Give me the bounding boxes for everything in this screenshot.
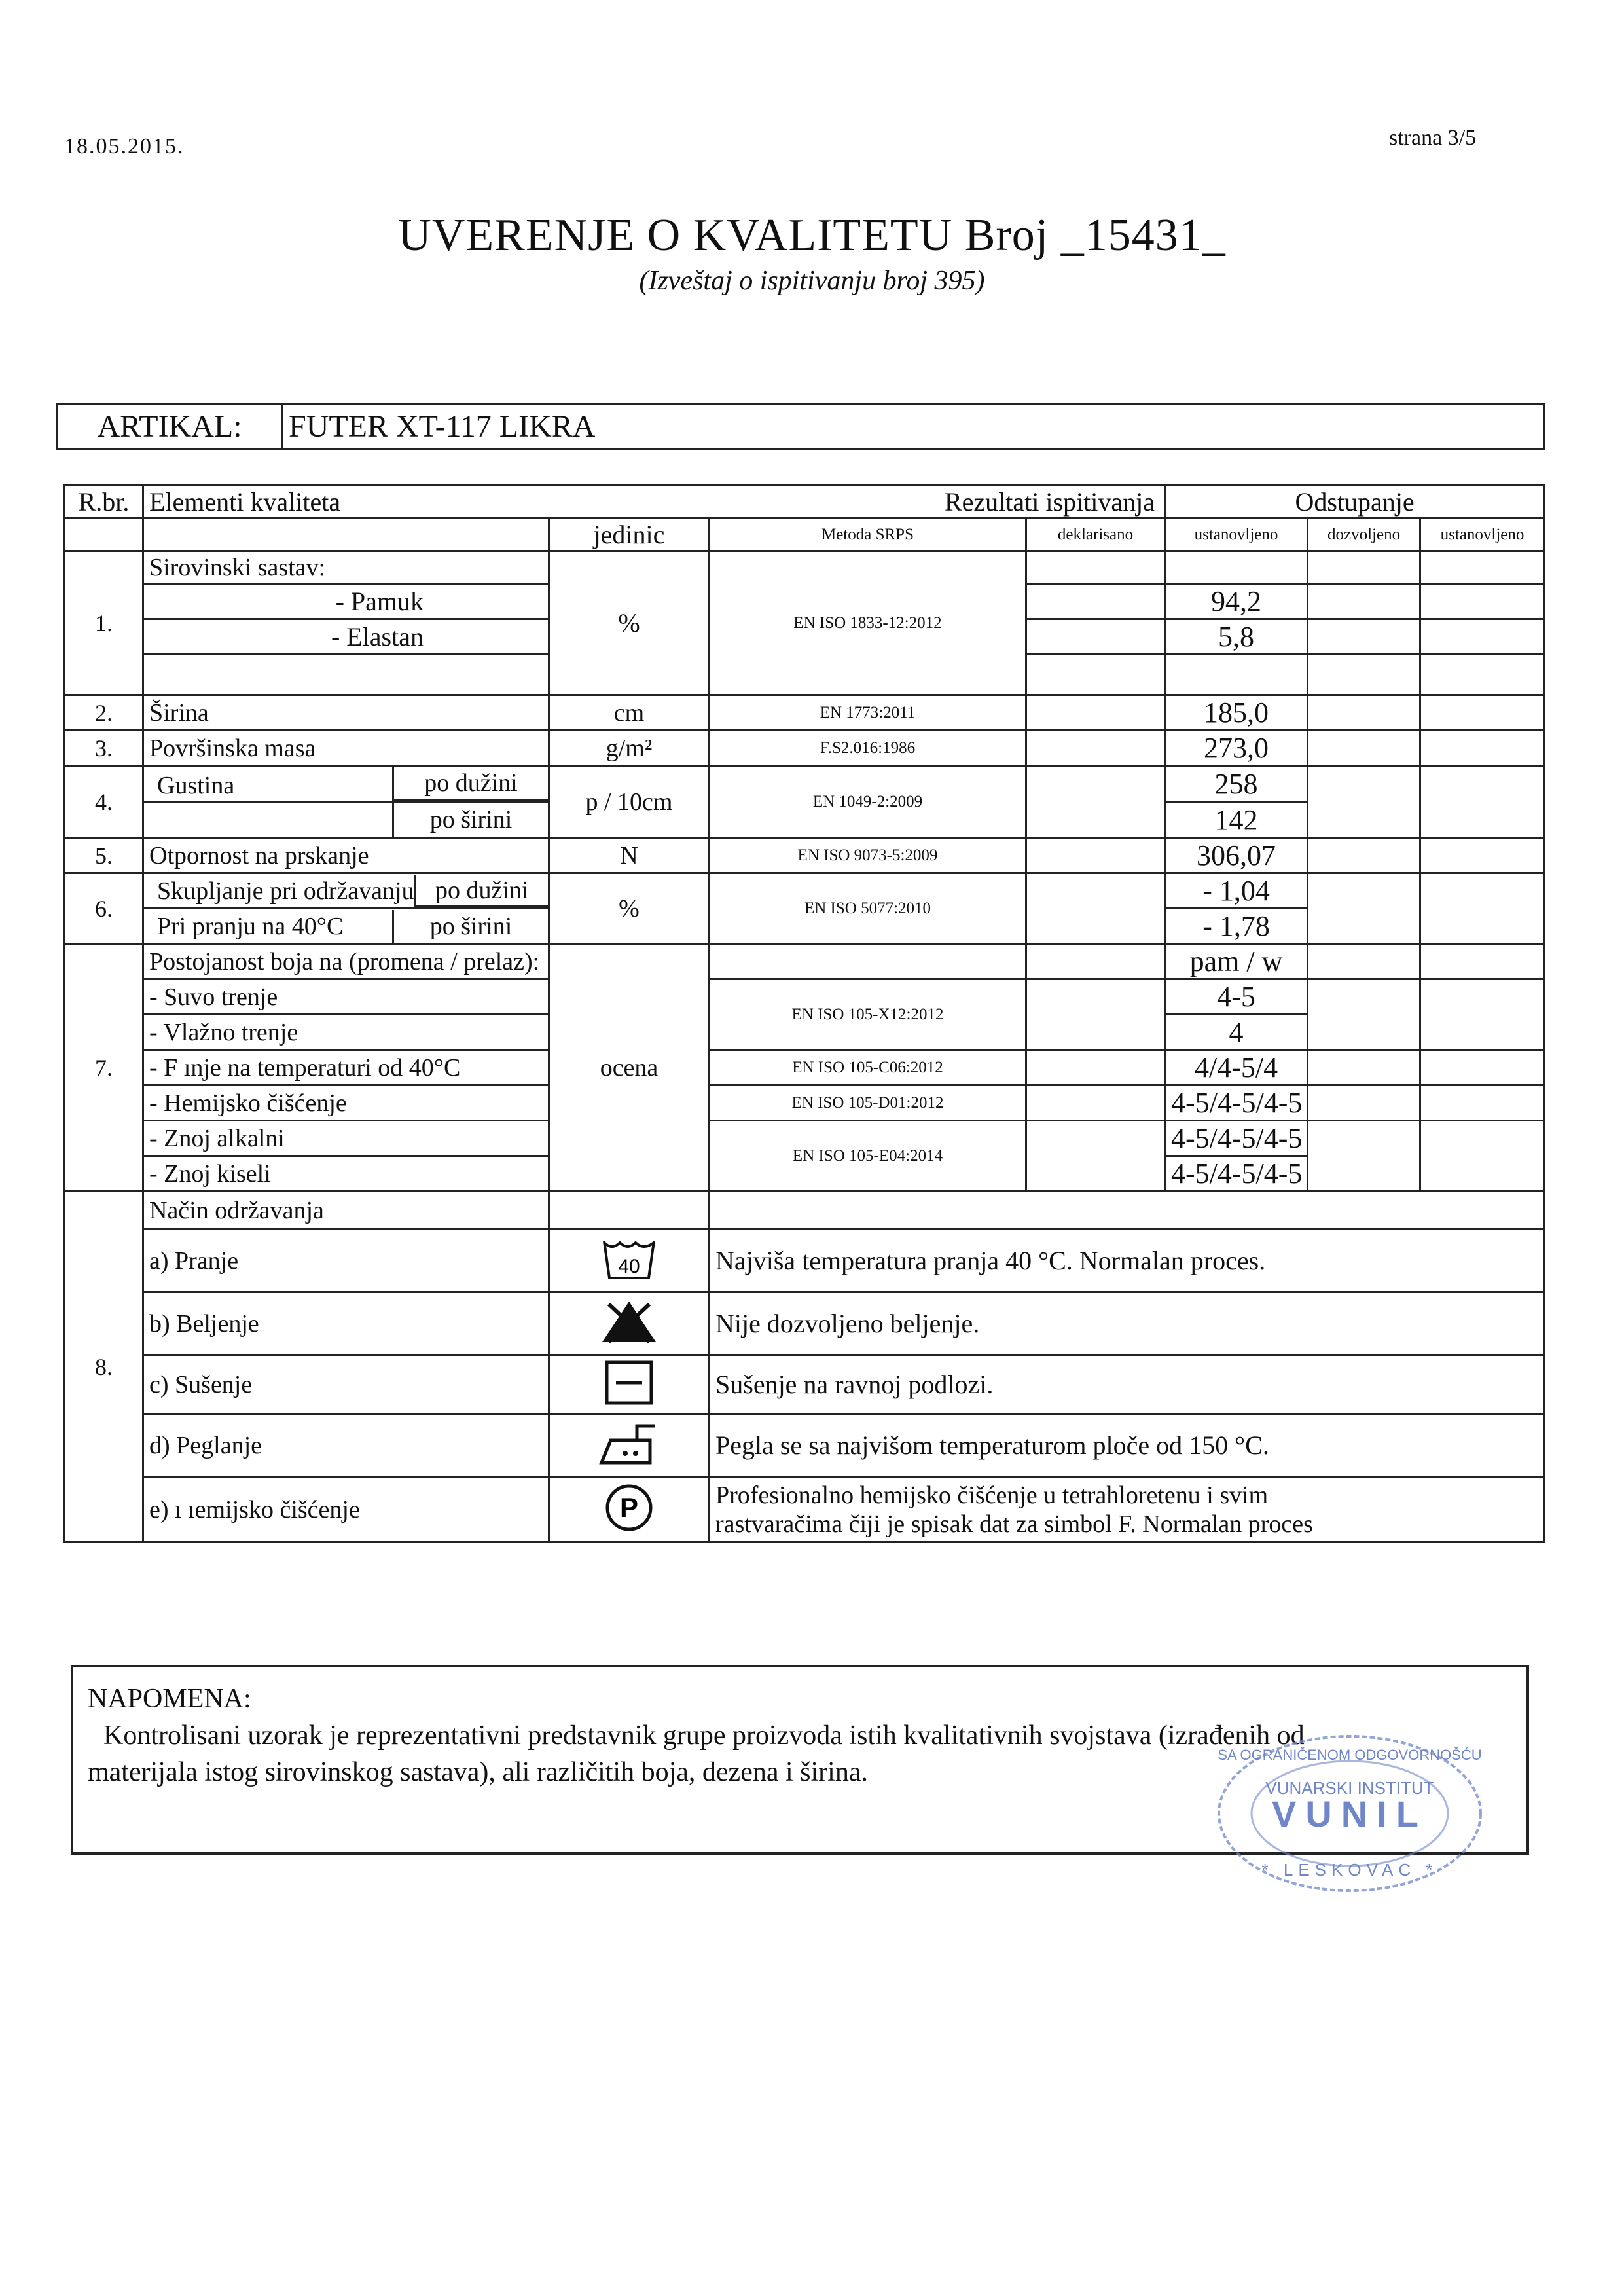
colorfast-method: EN ISO 105-X12:2012 xyxy=(710,979,1026,1050)
value-pamuk: 94,2 xyxy=(1165,584,1308,619)
document-date: 18.05.2015. xyxy=(64,134,185,158)
table-row xyxy=(65,1192,1545,1230)
colorfast-item: - F ınje na temperaturi od 40°C xyxy=(143,1050,549,1085)
row-number: 7. xyxy=(65,944,143,1192)
row-label: Način održavanja xyxy=(143,1192,549,1230)
row-unit: ocena xyxy=(549,944,710,1192)
institute-stamp xyxy=(1212,1728,1487,1899)
colorfast-item: - Suvo trenje xyxy=(143,979,549,1015)
row-unit: cm xyxy=(549,695,710,731)
note-title: NAPOMENA: xyxy=(88,1684,251,1714)
row-value: 185,0 xyxy=(1165,695,1308,731)
sub-label: po dužini xyxy=(414,875,548,907)
colorfast-value: 4-5/4-5/4-5 xyxy=(1165,1121,1308,1156)
svg-text:VUNIL: VUNIL xyxy=(1272,1793,1428,1834)
value-shrink-warp: - 1,04 xyxy=(1165,873,1308,909)
col-rbr: R.br. xyxy=(65,486,143,519)
care-label: c) Sušenje xyxy=(143,1355,549,1414)
value-shrink-weft: - 1,78 xyxy=(1165,909,1308,944)
care-desc-2: rastvaračima čiji je spisak dat za simbol F. Normalan proces xyxy=(715,1510,1313,1538)
article-label: ARTIKAL: xyxy=(57,404,283,450)
row-label: Skupljanje pri održavanju xyxy=(157,877,414,905)
row-unit: N xyxy=(549,838,710,873)
table-row xyxy=(65,551,1545,584)
table-row xyxy=(65,944,1545,979)
row-unit: g/m² xyxy=(549,731,710,766)
col-elements-label: Elementi kvaliteta xyxy=(149,487,341,517)
colorfast-method: EN ISO 105-D01:2012 xyxy=(710,1085,1026,1121)
row-number: 8. xyxy=(65,1192,143,1542)
value-warp: 258 xyxy=(1165,766,1308,802)
colorfast-method: EN ISO 105-C06:2012 xyxy=(710,1050,1026,1085)
value-elastan: 5,8 xyxy=(1165,619,1308,655)
col-method: Metoda SRPS xyxy=(710,519,1026,551)
row-method: EN 1049-2:2009 xyxy=(710,766,1026,838)
row-method: EN ISO 5077:2010 xyxy=(710,873,1026,944)
colorfast-header-value: pam / w xyxy=(1165,944,1308,979)
colorfast-value: 4-5/4-5/4-5 xyxy=(1165,1085,1308,1121)
colorfast-value: 4 xyxy=(1165,1015,1308,1050)
svg-text:P: P xyxy=(619,1492,639,1523)
care-desc: Nije dozvoljeno beljenje. xyxy=(710,1292,1545,1355)
colorfast-method: EN ISO 105-E04:2014 xyxy=(710,1121,1026,1192)
colorfast-item: - Vlažno trenje xyxy=(143,1015,549,1050)
sub-label: po širini xyxy=(392,803,548,837)
care-desc: Sušenje na ravnoj podlozi. xyxy=(710,1355,1545,1414)
row-label-2: Pri pranju na 40°C xyxy=(157,912,344,940)
row-label: Širina xyxy=(143,695,549,731)
sub-label: - Pamuk xyxy=(143,584,549,619)
sub-label: po širini xyxy=(392,910,548,943)
value-weft: 142 xyxy=(1165,802,1308,838)
sub-label: - Elastan xyxy=(143,619,549,655)
article-table xyxy=(56,403,1545,489)
row-method: F.S2.016:1986 xyxy=(710,731,1026,766)
row-method: EN ISO 1833-12:2012 xyxy=(710,551,1026,695)
page-number: strana 3/5 xyxy=(1389,126,1477,150)
col-unit: jedinic xyxy=(549,519,710,551)
document-title: UVERENJE O KVALITETU Broj _15431_ xyxy=(398,210,1226,261)
row-unit: p / 10cm xyxy=(549,766,710,838)
svg-text:SA OGRANIČENOM ODGOVORNOŠĆU: SA OGRANIČENOM ODGOVORNOŠĆU xyxy=(1218,1747,1482,1763)
row-number: 2. xyxy=(65,695,143,731)
row-label: Gustina xyxy=(157,772,235,799)
care-label: e) ı ıemijsko čišćenje xyxy=(143,1477,549,1542)
col-declared: deklarisano xyxy=(1026,519,1165,551)
row-number: 6. xyxy=(65,873,143,944)
colorfast-item: - Hemijsko čišćenje xyxy=(143,1085,549,1121)
care-desc: Profesionalno hemijsko čišćenje u tetrahloretenu i svim xyxy=(715,1481,1269,1509)
row-label: Postojanost boja na (promena / prelaz): xyxy=(143,944,549,979)
table-row xyxy=(65,838,1545,873)
row-method: EN ISO 9073-5:2009 xyxy=(710,838,1026,873)
col-results: Rezultati ispitivanja xyxy=(944,487,1155,517)
note-line-2: materijala istog sirovinskog sastava), ali različitih boja, dezena i širina. xyxy=(88,1757,868,1787)
colorfast-item: - Znoj kiseli xyxy=(143,1156,549,1192)
table-row xyxy=(65,695,1545,731)
sub-label: po dužini xyxy=(392,767,548,801)
svg-text:* LESKOVAC *: * LESKOVAC * xyxy=(1261,1860,1438,1880)
row-method: EN 1773:2011 xyxy=(710,695,1026,731)
document-subtitle: (Izveštaj o ispitivanju broj 395) xyxy=(639,266,985,296)
colorfast-value: 4/4-5/4 xyxy=(1165,1050,1308,1085)
iron-150-icon xyxy=(598,1421,660,1467)
colorfast-item: - Znoj alkalni xyxy=(143,1121,549,1156)
col-established2: ustanovljeno xyxy=(1420,519,1545,551)
wash-40-icon xyxy=(602,1236,657,1282)
row-number: 5. xyxy=(65,838,143,873)
quality-table xyxy=(63,484,1545,1543)
row-number: 3. xyxy=(65,731,143,766)
care-label: b) Beljenje xyxy=(143,1292,549,1355)
row-label: Otpornost na prskanje xyxy=(143,838,549,873)
care-desc: Pegla se sa najvišom temperaturom ploče od 150 °C. xyxy=(710,1414,1545,1477)
table-row xyxy=(65,873,1545,909)
colorfast-value: 4-5/4-5/4-5 xyxy=(1165,1156,1308,1192)
row-unit: % xyxy=(549,873,710,944)
no-bleach-icon xyxy=(600,1299,659,1345)
dry-clean-p-icon xyxy=(604,1483,654,1533)
row-unit: % xyxy=(549,551,710,695)
row-value: 273,0 xyxy=(1165,731,1308,766)
col-deviation: Odstupanje xyxy=(1165,486,1545,519)
svg-text:VUNARSKI INSTITUT: VUNARSKI INSTITUT xyxy=(1265,1778,1434,1798)
svg-text:40: 40 xyxy=(618,1256,640,1277)
row-label: Sirovinski sastav: xyxy=(143,551,549,584)
col-established: ustanovljeno xyxy=(1165,519,1308,551)
article-value: FUTER XT-117 LIKRA xyxy=(283,404,1545,450)
row-number: 1. xyxy=(65,551,143,695)
colorfast-value: 4-5 xyxy=(1165,979,1308,1015)
row-value: 306,07 xyxy=(1165,838,1308,873)
care-label: d) Peglanje xyxy=(143,1414,549,1477)
note-line-1: Kontrolisani uzorak je reprezentativni predstavnik grupe proizvoda istih kvalitativnih svojstava (izrađenih od xyxy=(103,1721,1305,1751)
row-label: Površinska masa xyxy=(143,731,549,766)
flat-dry-icon xyxy=(604,1360,654,1406)
care-desc: Najviša temperatura pranja 40 °C. Normalan proces. xyxy=(710,1230,1545,1292)
row-number: 4. xyxy=(65,766,143,838)
care-label: a) Pranje xyxy=(143,1230,549,1292)
col-elements xyxy=(143,486,1165,519)
col-allowed: dozvoljeno xyxy=(1308,519,1420,551)
table-row xyxy=(65,731,1545,766)
